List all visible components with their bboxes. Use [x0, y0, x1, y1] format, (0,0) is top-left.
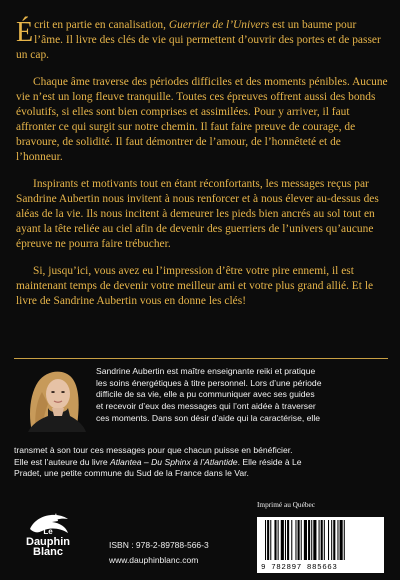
- barcode-bar: [308, 520, 310, 560]
- bio-line-7-rest: . Elle réside à Le: [237, 456, 302, 467]
- gold-divider: [14, 358, 388, 359]
- bio-line: et recevoir d’eux des messages qui l’ont aidée à traverser: [96, 401, 316, 412]
- barcode: [257, 517, 384, 573]
- barcode-bar: [270, 520, 271, 560]
- barcode-bar: [304, 520, 307, 560]
- barcode-bar: [267, 520, 269, 560]
- bio-line: difficile de sa vie, elle a pu communiquer avec ses guides: [96, 389, 315, 400]
- barcode-bar: [278, 520, 279, 560]
- author-portrait-icon: [14, 364, 92, 432]
- barcode-bar: [344, 520, 345, 560]
- barcode-bar: [274, 520, 276, 560]
- blurb-paragraph-2: Chaque âme traverse des périodes difficiles et des moments pénibles. Aucune vie n’est un long fleuve tranquille. Toutes ces épreuves offrent aussi des bonds évolutifs, si elles sont bien comprises et assimilées. Pour y arriver, il faut affronter ce qui surgit sur notre chemin. Il faut faire preuve de courage, de bravoure, de solidité. Il faut démontrer de l’amour, de l’honnêteté et de l’honneur.: [16, 76, 388, 163]
- barcode-bar: [340, 520, 343, 560]
- drop-cap: É: [16, 17, 34, 48]
- barcode-bar: [265, 520, 266, 560]
- barcode-bar: [295, 520, 296, 560]
- previous-book-title: Atlantea – Du Sphinx à l’Atlantide: [110, 456, 238, 467]
- logo-line-2: Dauphin: [26, 536, 70, 548]
- barcode-bar: [324, 520, 325, 560]
- barcode-bar: [287, 520, 289, 560]
- barcode-bar: [311, 520, 312, 560]
- bio-line-7-lead: Elle est l’auteure du livre: [14, 456, 111, 467]
- blurb-paragraph-1-text: [16, 19, 381, 61]
- barcode-bar: [285, 520, 286, 560]
- barcode-bar: [298, 520, 300, 560]
- bio-line: transmet à son tour ces messages pour que chacun puisse en bénéficier.: [14, 445, 293, 455]
- barcode-bar: [337, 520, 338, 560]
- bio-line: Pradet, une petite commune du Sud de la France dans le Var.: [14, 468, 249, 479]
- blurb-paragraph-3: Inspirants et motivants tout en étant réconfortants, les messages reçus par Sandrine Aubertin nous invitent à nous renforcer et à nous élever au-dessus des aléas de la vie. Ils nous incitent à demeurer les pieds bien ancrés au sol tout en ayant la tête reliée au ciel afin de devenir des guerriers de l’univers qu’aucune épreuve ne pourra faire trébucher.: [16, 178, 379, 250]
- author-photo: [14, 364, 92, 432]
- blurb-p1-lead: crit en partie en canalisation,: [34, 19, 169, 31]
- barcode-bar: [321, 520, 323, 560]
- author-bio-beside-photo: [96, 366, 388, 425]
- barcode-bar: [331, 520, 332, 560]
- barcode-bar: [319, 520, 320, 560]
- book-title-italic: Guerrier de l’Univers: [168, 19, 270, 31]
- barcode-bar: [328, 520, 329, 560]
- blurb-paragraph-1: [16, 18, 388, 63]
- blurb-p1-rest: est un baume pour l’âme. Il livre des clés de vie qui permettent d’ouvrir des portes et de passer un cap.: [16, 19, 381, 61]
- logo-line-1: Le: [43, 527, 53, 536]
- author-bio-full-width: [14, 445, 388, 480]
- barcode-digits: 9 782897 885663: [261, 564, 338, 572]
- barcode-bar: [281, 520, 284, 560]
- bio-line: les soins énergétiques à titre personnel. Lors d’une période: [96, 377, 322, 388]
- bio-line: ces moments. Dans son désir d’aide qui la caractérise, elle: [96, 412, 321, 423]
- isbn: ISBN : 978-2-89788-566-3: [109, 540, 209, 550]
- publisher-website[interactable]: www.dauphinblanc.com: [109, 555, 199, 565]
- printed-in-label: Imprimé au Québec: [257, 500, 315, 509]
- blurb-paragraph-4: Si, jusqu’ici, vous avez eu l’impression d’être votre pire ennemi, il est maintenant temps de devenir votre meilleur ami et votre plus grand allié. Et le livre de Sandrine Aubertin vous en donne les clés!: [16, 265, 374, 307]
- barcode-bar: [313, 520, 316, 560]
- barcode-bar: [333, 520, 335, 560]
- bio-line: [14, 457, 388, 469]
- publisher-logo-text: [26, 527, 70, 557]
- bio-line: Sandrine Aubertin est maître enseignante reiki et pratique: [96, 366, 316, 376]
- logo-line-3: Blanc: [33, 546, 63, 558]
- barcode-bar: [291, 520, 292, 560]
- description-blurb: [16, 18, 388, 321]
- barcode-bars: [257, 517, 384, 563]
- barcode-bar: [301, 520, 302, 560]
